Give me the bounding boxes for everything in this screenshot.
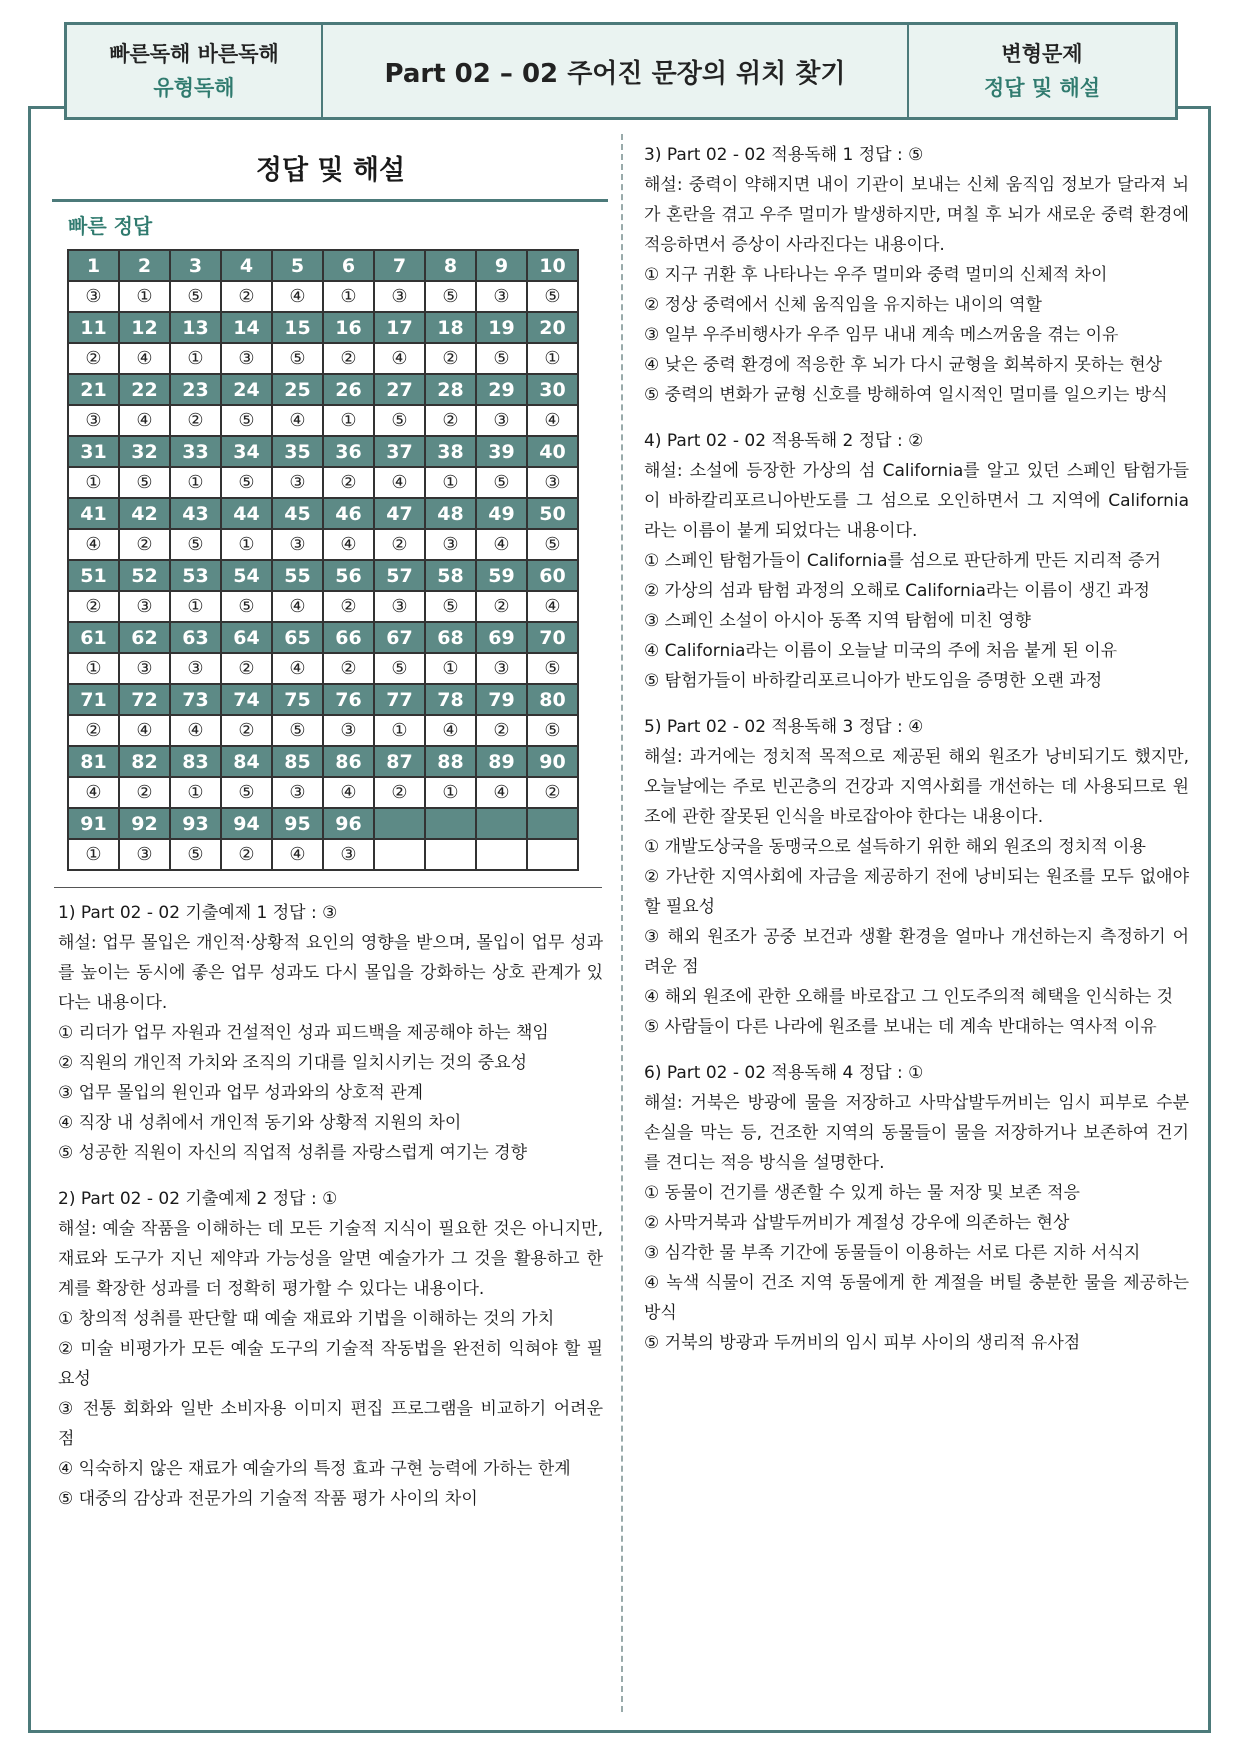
answer-cell: ② (323, 591, 374, 622)
explanation-item (644, 426, 1189, 696)
question-number-cell: 43 (170, 498, 221, 529)
header-book-info (67, 25, 323, 117)
question-number-cell: 85 (272, 746, 323, 777)
question-number-cell: 20 (527, 312, 578, 343)
question-number-cell: 38 (425, 436, 476, 467)
answer-cell: ① (425, 653, 476, 684)
explanation-option: ① 지구 귀환 후 나타나는 우주 멀미와 중력 멀미의 신체적 차이 (644, 265, 1108, 285)
answer-number-row (68, 374, 578, 405)
explanation-heading: 6) Part 02 - 02 적용독해 4 정답 : ① (644, 1063, 924, 1083)
answer-cell: ① (425, 467, 476, 498)
answer-cell: ② (374, 529, 425, 560)
question-number-cell: 72 (119, 684, 170, 715)
explanation-body: 해설: 소설에 등장한 가상의 섬 California를 알고 있던 스페인 탐험가들이 바하칼리포르니아반도를 그 섬으로 오인하면서 그 지역에 California라는 이름이 붙게 되었다는 내용이다. (644, 461, 1189, 541)
answer-row (68, 281, 578, 312)
right-explanations (644, 140, 1189, 1358)
answer-cell: ③ (476, 281, 527, 312)
answer-cell: ① (323, 281, 374, 312)
question-number-cell: 59 (476, 560, 527, 591)
answer-cell: ⑤ (527, 653, 578, 684)
answer-cell: ⑤ (221, 405, 272, 436)
answer-table (67, 249, 579, 871)
question-number-cell: 82 (119, 746, 170, 777)
explanation-option: ② 사막거북과 삽발두꺼비가 계절성 강우에 의존하는 현상 (644, 1213, 1070, 1233)
answer-cell: ④ (425, 715, 476, 746)
explanation-item (58, 898, 603, 1168)
explanation-option: ③ 전통 회화와 일반 소비자용 이미지 편집 프로그램을 비교하기 어려운 점 (58, 1399, 603, 1449)
table-rule (54, 887, 602, 888)
question-number-cell: 34 (221, 436, 272, 467)
question-number-cell (425, 808, 476, 839)
answer-cell: ③ (425, 529, 476, 560)
question-number-cell: 45 (272, 498, 323, 529)
question-number-cell: 65 (272, 622, 323, 653)
explanation-body: 해설: 중력이 약해지면 내이 기관이 보내는 신체 움직임 정보가 달라져 뇌가 혼란을 겪고 우주 멀미가 발생하지만, 며칠 후 뇌가 새로운 중력 환경에 적응하면서 증상이 사라진다는 내용이다. (644, 175, 1189, 255)
answer-cell: ④ (68, 777, 119, 808)
question-number-cell: 50 (527, 498, 578, 529)
answer-cell: ② (425, 405, 476, 436)
question-number-cell: 62 (119, 622, 170, 653)
explanation-option: ④ 녹색 식물이 건조 지역 동물에게 한 계절을 버틸 충분한 물을 제공하는 방식 (644, 1273, 1189, 1323)
explanation-option: ③ 일부 우주비행사가 우주 임무 내내 계속 메스꺼움을 겪는 이유 (644, 325, 1119, 345)
question-number-cell: 81 (68, 746, 119, 777)
question-number-cell: 15 (272, 312, 323, 343)
question-number-cell: 11 (68, 312, 119, 343)
answer-number-row (68, 808, 578, 839)
left-explanations (58, 898, 603, 1514)
question-number-cell: 74 (221, 684, 272, 715)
answer-cell: ③ (119, 591, 170, 622)
answer-cell: ④ (170, 715, 221, 746)
answer-cell: ② (221, 281, 272, 312)
explanation-option: ⑤ 사람들이 다른 나라에 원조를 보내는 데 계속 반대하는 역사적 이유 (644, 1017, 1157, 1037)
explanation-option: ② 가난한 지역사회에 자금을 제공하기 전에 낭비되는 원조를 모두 없애야 할 필요성 (644, 867, 1189, 917)
question-number-cell: 79 (476, 684, 527, 715)
answer-row (68, 715, 578, 746)
answer-cell: ② (527, 777, 578, 808)
section-title: 정답 및 해설 (255, 155, 406, 186)
question-number-cell: 32 (119, 436, 170, 467)
question-number-cell: 90 (527, 746, 578, 777)
question-number-cell: 26 (323, 374, 374, 405)
answer-cell: ④ (527, 405, 578, 436)
answer-cell: ① (68, 839, 119, 870)
explanation-option: ④ 익숙하지 않은 재료가 예술가의 특정 효과 구현 능력에 가하는 한계 (58, 1459, 571, 1479)
answer-row (68, 777, 578, 808)
question-number-cell: 9 (476, 250, 527, 281)
answer-cell: ③ (272, 529, 323, 560)
question-number-cell: 39 (476, 436, 527, 467)
answer-cell: ③ (374, 281, 425, 312)
explanation-body: 해설: 예술 작품을 이해하는 데 모든 기술적 지식이 필요한 것은 아니지만, 재료와 도구가 지닌 제약과 가능성을 알면 예술가가 그 것을 활용하고 한계를 확장한 성과를 더 정확히 평가할 수 있다는 내용이다. (58, 1219, 603, 1299)
question-number-cell: 21 (68, 374, 119, 405)
header-book-subtitle: 유형독해 (153, 76, 235, 100)
answer-cell (527, 839, 578, 870)
explanation-option: ③ 해외 원조가 공중 보건과 생활 환경을 얼마나 개선하는지 측정하기 어려운 점 (644, 927, 1189, 977)
quick-answer-label: 빠른 정답 (68, 214, 153, 238)
answer-cell: ⑤ (425, 281, 476, 312)
answer-cell: ③ (119, 839, 170, 870)
question-number-cell: 40 (527, 436, 578, 467)
explanation-item (58, 1184, 603, 1514)
question-number-cell: 36 (323, 436, 374, 467)
answer-cell: ⑤ (272, 715, 323, 746)
answer-cell: ① (170, 467, 221, 498)
question-number-cell: 33 (170, 436, 221, 467)
explanation-option: ① 개발도상국을 동맹국으로 설득하기 위한 해외 원조의 정치적 이용 (644, 837, 1146, 857)
question-number-cell: 92 (119, 808, 170, 839)
question-number-cell: 2 (119, 250, 170, 281)
question-number-cell: 67 (374, 622, 425, 653)
answer-number-row (68, 560, 578, 591)
question-number-cell: 86 (323, 746, 374, 777)
question-number-cell: 29 (476, 374, 527, 405)
question-number-cell: 41 (68, 498, 119, 529)
answer-cell: ③ (68, 405, 119, 436)
answer-cell: ⑤ (170, 281, 221, 312)
question-number-cell: 30 (527, 374, 578, 405)
question-number-cell: 12 (119, 312, 170, 343)
question-number-cell: 8 (425, 250, 476, 281)
explanation-body: 해설: 과거에는 정치적 목적으로 제공된 해외 원조가 낭비되기도 했지만, 오늘날에는 주로 빈곤층의 건강과 지역사회를 개선하는 데 사용되므로 원조에 관한 잘못된 인식을 바로잡아야 한다는 내용이다. (644, 747, 1189, 827)
answer-cell: ① (68, 467, 119, 498)
question-number-cell: 68 (425, 622, 476, 653)
question-number-cell: 16 (323, 312, 374, 343)
answer-number-row (68, 746, 578, 777)
question-number-cell: 70 (527, 622, 578, 653)
explanation-option: ① 동물이 건기를 생존할 수 있게 하는 물 저장 및 보존 적응 (644, 1183, 1080, 1203)
answer-number-row (68, 622, 578, 653)
answer-cell: ① (527, 343, 578, 374)
question-number-cell: 60 (527, 560, 578, 591)
answer-cell: ④ (119, 405, 170, 436)
explanation-option: ⑤ 거북의 방광과 두꺼비의 임시 피부 사이의 생리적 유사점 (644, 1333, 1081, 1353)
answer-cell (374, 839, 425, 870)
answer-cell: ④ (68, 529, 119, 560)
answer-row (68, 405, 578, 436)
explanation-option: ③ 업무 몰입의 원인과 업무 성과와의 상호적 관계 (58, 1083, 424, 1103)
explanation-option: ① 창의적 성취를 판단할 때 예술 재료와 기법을 이해하는 것의 가치 (58, 1309, 555, 1329)
answer-cell: ⑤ (527, 529, 578, 560)
header-title-cell (323, 25, 909, 117)
answer-cell: ② (68, 343, 119, 374)
answer-cell: ④ (272, 839, 323, 870)
question-number-cell: 1 (68, 250, 119, 281)
question-number-cell: 7 (374, 250, 425, 281)
question-number-cell: 17 (374, 312, 425, 343)
explanation-option: ⑤ 성공한 직원이 자신의 직업적 성취를 자랑스럽게 여기는 경향 (58, 1143, 528, 1163)
question-number-cell: 35 (272, 436, 323, 467)
question-number-cell: 48 (425, 498, 476, 529)
answer-row (68, 591, 578, 622)
header-book-title: 빠른독해 바른독해 (109, 42, 279, 66)
explanation-option: ② 직원의 개인적 가치와 조직의 기대를 일치시키는 것의 중요성 (58, 1053, 528, 1073)
question-number-cell: 89 (476, 746, 527, 777)
answer-cell: ④ (272, 405, 323, 436)
question-number-cell: 46 (323, 498, 374, 529)
question-number-cell: 83 (170, 746, 221, 777)
answer-cell: ⑤ (374, 653, 425, 684)
explanation-heading: 1) Part 02 - 02 기출예제 1 정답 : ③ (58, 903, 338, 923)
question-number-cell (374, 808, 425, 839)
answer-cell: ② (119, 529, 170, 560)
column-divider (621, 134, 623, 1712)
answer-cell: ① (221, 529, 272, 560)
question-number-cell: 69 (476, 622, 527, 653)
explanation-option: ④ 직장 내 성취에서 개인적 동기와 상황적 지원의 차이 (58, 1113, 462, 1133)
question-number-cell: 51 (68, 560, 119, 591)
explanation-option: ② 정상 중력에서 신체 움직임을 유지하는 내이의 역할 (644, 295, 1042, 315)
question-number-cell: 49 (476, 498, 527, 529)
answer-cell: ③ (323, 715, 374, 746)
question-number-cell: 66 (323, 622, 374, 653)
answer-row (68, 467, 578, 498)
answer-cell: ⑤ (221, 591, 272, 622)
answer-cell: ⑤ (476, 343, 527, 374)
answer-number-row (68, 312, 578, 343)
answer-row (68, 343, 578, 374)
explanation-option: ③ 스페인 소설이 아시아 동쪽 지역 탐험에 미친 영향 (644, 611, 1031, 631)
answer-cell: ① (119, 281, 170, 312)
answer-cell: ③ (527, 467, 578, 498)
question-number-cell: 52 (119, 560, 170, 591)
answer-cell: ④ (323, 777, 374, 808)
question-number-cell: 63 (170, 622, 221, 653)
question-number-cell: 22 (119, 374, 170, 405)
answer-cell: ⑤ (374, 405, 425, 436)
explanation-option: ① 스페인 탐험가들이 California를 섬으로 판단하게 만든 지리적 증거 (644, 551, 1161, 571)
answer-cell: ③ (272, 777, 323, 808)
answer-cell: ② (323, 467, 374, 498)
answer-cell: ② (323, 653, 374, 684)
question-number-cell: 75 (272, 684, 323, 715)
left-column (58, 140, 603, 1530)
answer-cell: ② (221, 715, 272, 746)
question-number-cell: 44 (221, 498, 272, 529)
question-number-cell: 10 (527, 250, 578, 281)
page-header (64, 22, 1178, 120)
explanation-option: ③ 심각한 물 부족 기간에 동물들이 이용하는 서로 다른 지하 서식지 (644, 1243, 1141, 1263)
answer-cell: ④ (119, 343, 170, 374)
answer-cell: ① (323, 405, 374, 436)
explanation-option: ④ California라는 이름이 오늘날 미국의 주에 처음 붙게 된 이유 (644, 641, 1118, 661)
answer-cell: ② (68, 591, 119, 622)
question-number-cell: 57 (374, 560, 425, 591)
answer-cell: ③ (272, 467, 323, 498)
answer-cell: ⑤ (272, 343, 323, 374)
question-number-cell: 93 (170, 808, 221, 839)
answer-cell: ⑤ (476, 467, 527, 498)
question-number-cell: 31 (68, 436, 119, 467)
header-type: 변형문제 (1001, 42, 1083, 66)
question-number-cell: 73 (170, 684, 221, 715)
question-number-cell: 23 (170, 374, 221, 405)
answer-cell: ② (425, 343, 476, 374)
answer-cell: ① (425, 777, 476, 808)
question-number-cell: 28 (425, 374, 476, 405)
question-number-cell: 13 (170, 312, 221, 343)
answer-cell: ③ (374, 591, 425, 622)
question-number-cell: 95 (272, 808, 323, 839)
answer-cell: ⑤ (527, 715, 578, 746)
answer-cell: ① (374, 715, 425, 746)
explanation-body: 해설: 거북은 방광에 물을 저장하고 사막삽발두꺼비는 임시 피부로 수분 손실을 막는 등, 건조한 지역의 동물들이 물을 저장하거나 보존하여 건기를 견디는 적응 방식을 설명한다. (644, 1093, 1189, 1173)
answer-cell: ④ (272, 591, 323, 622)
question-number-cell: 84 (221, 746, 272, 777)
answer-number-row (68, 250, 578, 281)
answer-cell: ④ (374, 343, 425, 374)
question-number-cell: 25 (272, 374, 323, 405)
answer-cell: ② (476, 591, 527, 622)
answer-cell: ① (170, 343, 221, 374)
question-number-cell: 58 (425, 560, 476, 591)
answer-row (68, 839, 578, 870)
question-number-cell: 53 (170, 560, 221, 591)
question-number-cell: 94 (221, 808, 272, 839)
right-column (644, 140, 1189, 1374)
explanation-option: ② 미술 비평가가 모든 예술 도구의 기술적 작동법을 완전히 익혀야 할 필요성 (58, 1339, 603, 1389)
explanation-body: 해설: 업무 몰입은 개인적·상황적 요인의 영향을 받으며, 몰입이 업무 성과를 높이는 동시에 좋은 업무 성과도 다시 몰입을 강화하는 상호 관계가 있다는 내용이다. (58, 933, 603, 1013)
question-number-cell: 19 (476, 312, 527, 343)
answer-row (68, 653, 578, 684)
header-title: Part 02 – 02 주어진 문장의 위치 찾기 (384, 58, 846, 89)
answer-cell: ⑤ (119, 467, 170, 498)
question-number-cell: 96 (323, 808, 374, 839)
question-number-cell: 87 (374, 746, 425, 777)
explanation-heading: 3) Part 02 - 02 적용독해 1 정답 : ⑤ (644, 145, 924, 165)
answer-cell: ② (170, 405, 221, 436)
explanation-option: ⑤ 탐험가들이 바하칼리포르니아가 반도임을 증명한 오랜 과정 (644, 671, 1103, 691)
answer-cell: ① (170, 777, 221, 808)
explanation-option: ⑤ 중력의 변화가 균형 신호를 방해하여 일시적인 멀미를 일으키는 방식 (644, 385, 1168, 405)
question-number-cell: 55 (272, 560, 323, 591)
question-number-cell: 64 (221, 622, 272, 653)
answer-cell: ④ (476, 777, 527, 808)
answer-cell: ④ (323, 529, 374, 560)
answer-cell: ① (170, 591, 221, 622)
explanation-item (644, 712, 1189, 1042)
answer-cell: ② (323, 343, 374, 374)
answer-cell: ② (374, 777, 425, 808)
answer-cell: ③ (476, 653, 527, 684)
question-number-cell: 78 (425, 684, 476, 715)
question-number-cell: 27 (374, 374, 425, 405)
question-number-cell (476, 808, 527, 839)
answer-number-row (68, 684, 578, 715)
explanation-option: ④ 낮은 중력 환경에 적응한 후 뇌가 다시 균형을 회복하지 못하는 현상 (644, 355, 1163, 375)
answer-number-row (68, 436, 578, 467)
answer-cell: ④ (272, 281, 323, 312)
answer-cell: ③ (68, 281, 119, 312)
question-number-cell: 47 (374, 498, 425, 529)
question-number-cell: 71 (68, 684, 119, 715)
header-type-info (909, 25, 1175, 117)
explanation-heading: 2) Part 02 - 02 기출예제 2 정답 : ① (58, 1189, 338, 1209)
answer-cell: ⑤ (170, 839, 221, 870)
answer-cell: ③ (170, 653, 221, 684)
answer-cell: ③ (476, 405, 527, 436)
answer-cell: ⑤ (425, 591, 476, 622)
answer-cell: ⑤ (221, 467, 272, 498)
explanation-heading: 5) Part 02 - 02 적용독해 3 정답 : ④ (644, 717, 924, 737)
explanation-option: ④ 해외 원조에 관한 오해를 바로잡고 그 인도주의적 혜택을 인식하는 것 (644, 987, 1174, 1007)
answer-cell: ④ (119, 715, 170, 746)
explanation-item (644, 140, 1189, 410)
question-number-cell: 54 (221, 560, 272, 591)
explanation-heading: 4) Part 02 - 02 적용독해 2 정답 : ② (644, 431, 924, 451)
answer-cell: ④ (476, 529, 527, 560)
explanation-item (644, 1058, 1189, 1358)
question-number-cell (527, 808, 578, 839)
question-number-cell: 37 (374, 436, 425, 467)
explanation-option: ① 리더가 업무 자원과 건설적인 성과 피드백을 제공해야 하는 책임 (58, 1023, 549, 1043)
answer-cell: ① (68, 653, 119, 684)
question-number-cell: 91 (68, 808, 119, 839)
question-number-cell: 88 (425, 746, 476, 777)
answer-cell: ③ (323, 839, 374, 870)
question-number-cell: 14 (221, 312, 272, 343)
answer-cell: ② (68, 715, 119, 746)
answer-cell: ④ (527, 591, 578, 622)
answer-cell: ② (221, 839, 272, 870)
answer-cell: ⑤ (527, 281, 578, 312)
question-number-cell: 18 (425, 312, 476, 343)
question-number-cell: 61 (68, 622, 119, 653)
question-number-cell: 5 (272, 250, 323, 281)
answer-cell: ③ (221, 343, 272, 374)
answer-cell: ② (221, 653, 272, 684)
question-number-cell: 42 (119, 498, 170, 529)
section-rule (52, 199, 608, 202)
question-number-cell: 76 (323, 684, 374, 715)
answer-cell: ⑤ (221, 777, 272, 808)
question-number-cell: 6 (323, 250, 374, 281)
answer-cell: ⑤ (170, 529, 221, 560)
header-type-subtitle: 정답 및 해설 (983, 76, 1101, 100)
question-number-cell: 24 (221, 374, 272, 405)
question-number-cell: 80 (527, 684, 578, 715)
answer-cell: ④ (272, 653, 323, 684)
answer-number-row (68, 498, 578, 529)
question-number-cell: 3 (170, 250, 221, 281)
question-number-cell: 4 (221, 250, 272, 281)
answer-cell: ③ (119, 653, 170, 684)
answer-cell: ② (119, 777, 170, 808)
answer-row (68, 529, 578, 560)
explanation-option: ⑤ 대중의 감상과 전문가의 기술적 작품 평가 사이의 차이 (58, 1489, 478, 1509)
explanation-option: ② 가상의 섬과 탐험 과정의 오해로 California라는 이름이 생긴 과정 (644, 581, 1150, 601)
question-number-cell: 77 (374, 684, 425, 715)
question-number-cell: 56 (323, 560, 374, 591)
answer-cell (425, 839, 476, 870)
answer-cell (476, 839, 527, 870)
answer-cell: ④ (374, 467, 425, 498)
answer-cell: ② (476, 715, 527, 746)
